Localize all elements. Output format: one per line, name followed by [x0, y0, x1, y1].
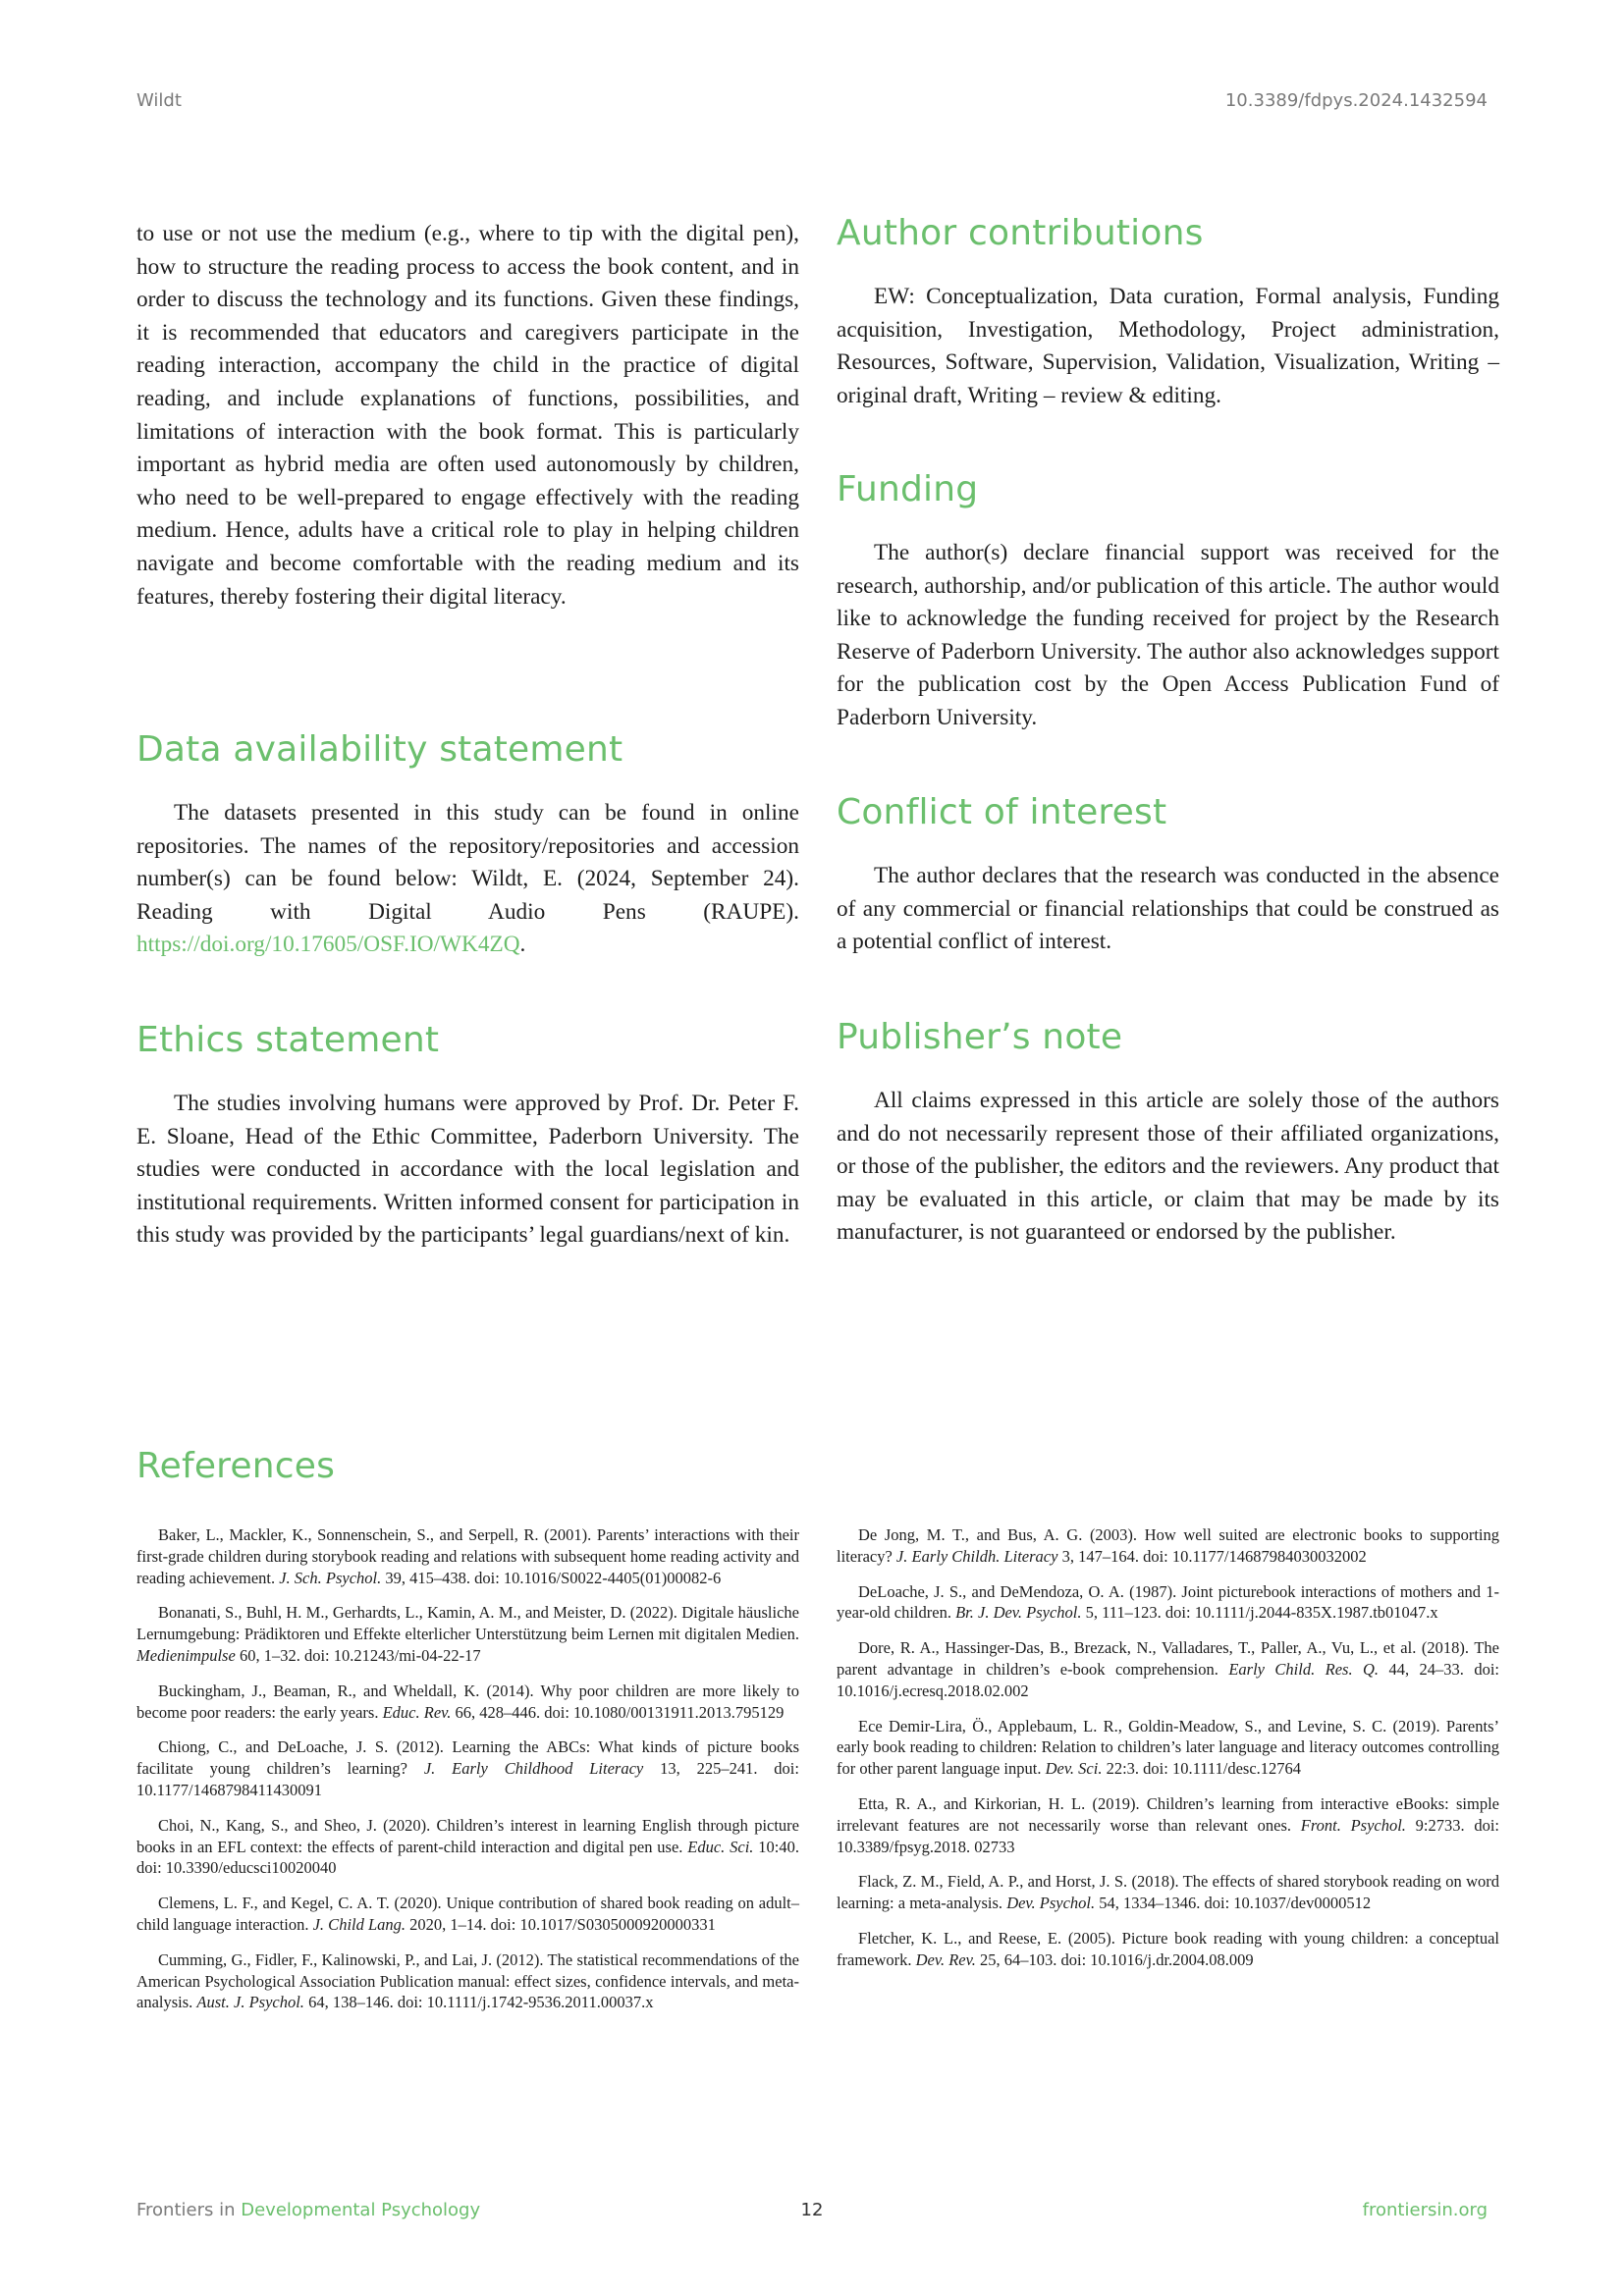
footer-journal-prefix: Frontiers in: [136, 2200, 242, 2220]
reference-authors-title: Fletcher, K. L., and Reese, E. (2005). Picture book reading with young children: a conceptual framework.: [837, 1928, 1499, 1969]
reference-authors-title: Dore, R. A., Hassinger-Das, B., Brezack, N., Valladares, T., Paller, A., Vu, L., et al. (2018). The parent advantage in children’s e-book comprehension.: [837, 1638, 1499, 1679]
reference-authors-title: Clemens, L. F., and Kegel, C. A. T. (2020). Unique contribution of shared book reading on adult–child language interaction.: [136, 1894, 799, 1934]
reference-authors-title: Bonanati, S., Buhl, H. M., Gerhardts, L., Kamin, A. M., and Meister, D. (2022). Digitale häusliche Lernumgebung: Prädiktoren und Effekte elterlicher Unterstützung beim Lernen mit digitalen Medien.: [136, 1603, 799, 1644]
reference-authors-title: Flack, Z. M., Field, A. P., and Horst, J. S. (2018). The effects of shared storybook reading on word learning: a meta-analysis.: [837, 1872, 1499, 1913]
reference-authors-title: Ece Demir-Lira, Ö., Applebaum, L. R., Goldin-Meadow, S., and Levine, S. C. (2019). Parents’ early book reading to children: Relation to children’s later language and literacy outcomes controlling for other parent language input.: [837, 1716, 1499, 1779]
reference-volume-doi: 64, 138–146. doi: 10.1111/j.1742-9536.2011.00037.x: [303, 1993, 654, 2012]
reference-volume-doi: 10:40. doi: 10.3390/educsci10020040: [136, 1837, 799, 1878]
references-right-column: [837, 1524, 1499, 1985]
reference-entry: [136, 1815, 799, 1879]
intro-paragraph: to use or not use the medium (e.g., where to tip with the digital pen), how to structure the reading process to access the book content, and in order to discuss the technology and its functions. Given these findings, it is recommended that educators and caregivers participate in the reading interaction, accompany the child in the practice of digital reading, and include explanations of functions, possibilities, and limitations of interaction with the book format. This is particularly important as hybrid media are often used autonomously by children, who need to be well-prepared to engage effectively with the reading medium. Hence, adults have a critical role to play in helping children navigate and become comfortable with the reading medium and its features, thereby fostering their digital literacy.: [136, 221, 799, 610]
reference-entry: [837, 1716, 1499, 1780]
publisher-note-text: All claims expressed in this article are solely those of the authors and do not necessarily represent those of their affiliated organizations, or those of the publisher, the editors and the reviewers. Any product that may be evaluated in this article, or claim that may be made by its manufacturer, is not guaranteed or endorsed by the publisher.: [837, 1088, 1499, 1246]
funding-heading: Funding: [837, 469, 979, 509]
reference-authors-title: Chiong, C., and DeLoache, J. S. (2012). Learning the ABCs: What kinds of picture books facilitate young children’s learning?: [136, 1737, 799, 1779]
footer-journal-name[interactable]: Developmental Psychology: [241, 2200, 481, 2220]
reference-entry: [837, 1871, 1499, 1914]
reference-journal: Br. J. Dev. Psychol.: [955, 1603, 1082, 1623]
reference-entry: [837, 1793, 1499, 1857]
reference-authors-title: De Jong, M. T., and Bus, A. G. (2003). How well suited are electronic books to supporting literacy?: [837, 1525, 1499, 1566]
reference-entry: [837, 1637, 1499, 1701]
reference-volume-doi: 13, 225–241. doi: 10.1177/1468798411430091: [136, 1759, 799, 1799]
data-availability-body: The datasets presented in this study can be found in online repositories. The names of the repository/repositories and accession number(s) can be found below: Wildt, E. (2024, September 24). Reading with Digital Audio Pens (RAUPE).: [136, 800, 799, 925]
data-availability-text: [136, 797, 799, 962]
reference-journal: Dev. Rev.: [915, 1949, 976, 1969]
reference-entry: [136, 1893, 799, 1936]
author-contributions-section: [837, 212, 1499, 412]
reference-journal: Educ. Sci.: [687, 1837, 754, 1856]
footer-page-number: 12: [800, 2200, 824, 2220]
ethics-section: [136, 1019, 799, 1253]
reference-volume-doi: 9:2733. doi: 10.3389/fpsyg.2018. 02733: [837, 1815, 1499, 1856]
reference-entry: [837, 1524, 1499, 1568]
reference-entry: [136, 1736, 799, 1800]
reference-entry: [837, 1581, 1499, 1625]
reference-entry: [837, 1928, 1499, 1971]
reference-authors-title: Baker, L., Mackler, K., Sonnenschein, S., and Serpell, R. (2001). Parents’ interactions with their first-grade children during storybook reading and relations with subsequent home reading activity and reading achievement.: [136, 1525, 799, 1587]
reference-volume-doi: 44, 24–33. doi: 10.1016/j.ecresq.2018.02.002: [837, 1659, 1499, 1700]
reference-volume-doi: 60, 1–32. doi: 10.21243/mi-04-22-17: [235, 1645, 481, 1665]
reference-journal: J. Sch. Psychol.: [279, 1568, 382, 1587]
reference-journal: J. Early Childhood Literacy: [423, 1759, 644, 1779]
reference-volume-doi: 39, 415–438. doi: 10.1016/S0022-4405(01)00082-6: [381, 1568, 722, 1587]
reference-entry: [136, 1602, 799, 1666]
reference-authors-title: Cumming, G., Fidler, F., Kalinowski, P., and Lai, J. (2012). The statistical recommendations of the American Psychological Association Publication manual: effect sizes, confidence intervals, and meta-analysis.: [136, 1949, 799, 2012]
reference-journal: Front. Psychol.: [1300, 1815, 1406, 1835]
reference-journal: J. Early Childh. Literacy: [895, 1546, 1058, 1566]
data-availability-end: .: [519, 932, 526, 958]
footer-site-link[interactable]: frontiersin.org: [1362, 2200, 1488, 2220]
author-contributions-text: EW: Conceptualization, Data curation, Formal analysis, Funding acquisition, Investigation, Methodology, Project administration, Resources, Software, Supervision, Validation, Visualization, Writing – original draft, Writing – review & editing.: [837, 284, 1499, 408]
references-left-column: [136, 1524, 799, 2027]
running-head-author: Wildt: [136, 90, 182, 111]
conflict-text: The author declares that the research was conducted in the absence of any commercial or financial relationships that could be construed as a potential conflict of interest.: [837, 863, 1499, 955]
reference-journal: Aust. J. Psychol.: [196, 1993, 304, 2012]
reference-journal: Dev. Psychol.: [1006, 1894, 1096, 1913]
funding-text: The author(s) declare financial support was received for the research, authorship, and/or publication of this article. The author would like to acknowledge the funding received for project by the Research Reserve of Paderborn University. The author also acknowledges support for the publication cost by the Open Access Publication Fund of Paderborn University.: [837, 540, 1499, 730]
ethics-text: The studies involving humans were approved by Prof. Dr. Peter F. E. Sloane, Head of the Ethic Committee, Paderborn University. The studies were conducted in accordance with the local legislation and institutional requirements. Written informed consent for participation in this study was provided by the participants’ legal guardians/next of kin.: [136, 1091, 799, 1249]
reference-entry: [136, 1949, 799, 2013]
reference-journal: J. Child Lang.: [312, 1914, 406, 1934]
reference-volume-doi: 5, 111–123. doi: 10.1111/j.2044-835X.1987.tb01047.x: [1081, 1603, 1438, 1623]
reference-journal: Early Child. Res. Q.: [1228, 1659, 1380, 1679]
reference-volume-doi: 3, 147–164. doi: 10.1177/14687984030032002: [1057, 1546, 1367, 1566]
reference-entry: [136, 1524, 799, 1588]
reference-volume-doi: 66, 428–446. doi: 10.1080/00131911.2013.795129: [451, 1702, 785, 1722]
reference-volume-doi: 25, 64–103. doi: 10.1016/j.dr.2004.08.009: [975, 1949, 1254, 1969]
references-heading: References: [136, 1446, 336, 1486]
reference-volume-doi: 54, 1334–1346. doi: 10.1037/dev0000512: [1095, 1894, 1372, 1913]
reference-journal: Educ. Rev.: [382, 1702, 452, 1722]
reference-authors-title: DeLoache, J. S., and DeMendoza, O. A. (1987). Joint picturebook interactions of mothers and 1-year-old children.: [837, 1581, 1499, 1623]
conflict-heading: Conflict of interest: [837, 792, 1167, 832]
data-availability-heading: Data availability statement: [136, 729, 623, 770]
funding-section: [837, 468, 1499, 735]
data-availability-section: [136, 728, 799, 962]
conflict-section: [837, 791, 1499, 959]
running-head-doi: 10.3389/fdpys.2024.1432594: [1224, 90, 1488, 111]
author-contributions-heading: Author contributions: [837, 213, 1204, 253]
reference-volume-doi: 2020, 1–14. doi: 10.1017/S0305000920000331: [406, 1914, 716, 1934]
publisher-note-heading: Publisher’s note: [837, 1017, 1123, 1057]
reference-authors-title: Choi, N., Kang, S., and Sheo, J. (2020). Children’s interest in learning English through picture books in an EFL context: the effects of parent-child interaction and digital pen use.: [136, 1815, 799, 1856]
reference-journal: Medienimpulse: [136, 1645, 236, 1665]
reference-journal: Dev. Sci.: [1045, 1759, 1103, 1779]
data-availability-link[interactable]: https://doi.org/10.17605/OSF.IO/WK4ZQ: [136, 932, 520, 958]
reference-entry: [136, 1681, 799, 1724]
publisher-note-section: [837, 1016, 1499, 1250]
reference-authors-title: Buckingham, J., Beaman, R., and Wheldall, K. (2014). Why poor children are more likely to become poor readers: the early years.: [136, 1681, 799, 1722]
reference-authors-title: Etta, R. A., and Kirkorian, H. L. (2019). Children’s learning from interactive eBooks: simple irrelevant features are not necessarily worse than relevant ones.: [837, 1793, 1499, 1835]
left-column: [136, 218, 799, 614]
reference-volume-doi: 22:3. doi: 10.1111/desc.12764: [1102, 1759, 1302, 1779]
ethics-heading: Ethics statement: [136, 1020, 440, 1060]
